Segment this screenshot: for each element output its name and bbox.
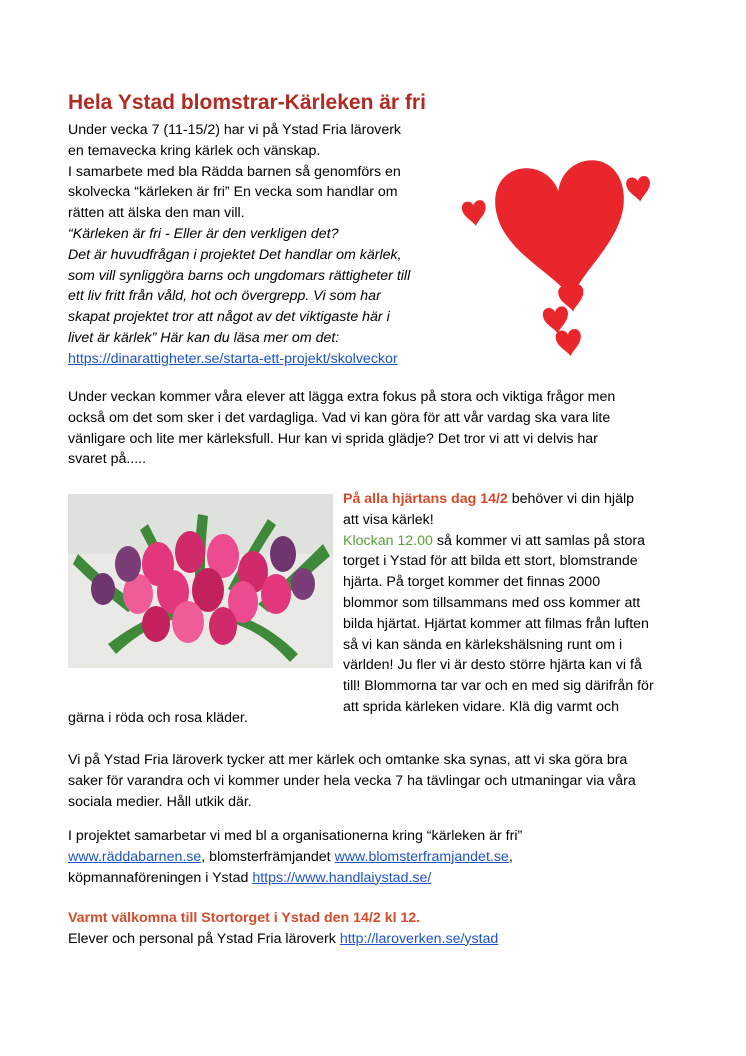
welcome-line: Varmt välkomna till Stortorget i Ystad den 14/2 kl 12. xyxy=(68,910,421,926)
text-line: att visa kärlek! xyxy=(343,511,434,528)
text-fragment: behöver vi din hjälp xyxy=(507,491,635,507)
text-line: bilda hjärtat. Hjärtat kommer att filmas från luften xyxy=(343,615,649,632)
hearts-icon xyxy=(436,134,696,371)
event-time: Klockan 12.00 xyxy=(343,532,433,549)
small-heart-icon xyxy=(625,175,652,203)
text-line: Under veckan kommer våra elever att lägga extra fokus på stora och viktiga frågor men xyxy=(68,389,616,405)
paragraph-partners xyxy=(68,826,688,888)
intro-line: skolvecka “kärleken är fri” En vecka som handlar om xyxy=(68,184,398,201)
intro-line: rätten att älska den man vill. xyxy=(68,205,245,222)
small-heart-icon xyxy=(555,328,583,358)
paragraph-social xyxy=(68,750,688,812)
blomsterframjandet-link[interactable]: www.blomsterframjandet.se xyxy=(334,848,509,865)
intro-line: I samarbete med bla Rädda barnen så genomförs en xyxy=(68,163,401,180)
quote-line: skapat projektet tror att något av det viktigaste här i xyxy=(68,309,390,326)
paragraph-focus xyxy=(68,387,688,470)
tulips-photo xyxy=(68,494,333,668)
text-line: hjärta. På torget kommer det finnas 2000 xyxy=(343,574,601,591)
small-heart-icon xyxy=(461,199,488,227)
text-line: sociala medier. Håll utkik där. xyxy=(68,793,252,810)
text-line: blommor som tillsammans med oss kommer att xyxy=(343,594,641,611)
small-heart-icon xyxy=(542,306,570,336)
quote-line: som vill synliggöra barns och ungdomars rättigheter till xyxy=(68,267,411,284)
big-heart-icon xyxy=(491,157,636,309)
text-fragment: Elever och personal på Ystad Fria läroverk xyxy=(68,930,340,947)
intro-section xyxy=(68,120,448,370)
tulip-bouquet-icon xyxy=(68,494,333,668)
quote-line: ett liv fritt från våld, hot och övergrepp. Vi som har xyxy=(68,288,381,305)
text-fragment: , xyxy=(508,848,513,865)
hearts-image xyxy=(436,134,696,371)
valentines-heading: På alla hjärtans dag 14/2 xyxy=(343,491,508,507)
page-title: Hela Ystad blomstrar-Kärleken är fri xyxy=(68,91,426,114)
quote-line: livet är kärlek” Här kan du läsa mer om det: xyxy=(68,329,340,346)
text-fragment: köpmannaföreningen i Ystad xyxy=(68,869,253,886)
text-line: gärna i röda och rosa kläder. xyxy=(68,710,248,726)
text-line: I projektet samarbetar vi med bl a organisationerna kring “kärleken är fri” xyxy=(68,828,523,844)
project-link[interactable]: https://dinarattigheter.se/starta-ett-projekt/skolveckor xyxy=(68,350,398,367)
text-fragment: , blomsterfrämjandet xyxy=(201,848,335,865)
school-link[interactable]: http://laroverken.se/ystad xyxy=(339,930,499,947)
text-fragment: så kommer vi att samlas på stora xyxy=(432,532,646,549)
quote-line: “Kärleken är fri - Eller är den verkligen det? xyxy=(68,225,339,242)
text-line: världen! Ju fler vi är desto större hjärta kan vi få xyxy=(343,657,642,674)
intro-line: en temavecka kring kärlek och vänskap. xyxy=(68,142,321,159)
raddabarnen-link[interactable]: www.räddabarnen.se xyxy=(68,848,202,865)
text-line: svaret på..... xyxy=(68,451,147,468)
text-line: vänligare och lite mer kärleksfull. Hur kan vi sprida glädje? Det tror vi att vi delvis har xyxy=(68,430,598,447)
valentines-section xyxy=(343,489,683,718)
intro-line: Under vecka 7 (11-15/2) har vi på Ystad Fria läroverk xyxy=(68,122,402,138)
text-line: också om det som sker i det vardagliga. Vad vi kan göra för att vår vardag ska vara lite xyxy=(68,409,611,426)
text-line: Vi på Ystad Fria läroverk tycker att mer kärlek och omtanke ska synas, att vi ska göra bra xyxy=(68,752,628,768)
closing-section xyxy=(68,908,688,950)
text-line: så vi kan sända en kärlekshälsning runt om i xyxy=(343,636,623,653)
quote-line: Det är huvudfrågan i projektet Det handlar om kärlek, xyxy=(68,246,402,263)
handlaiystad-link[interactable]: https://www.handlaiystad.se/ xyxy=(252,869,432,886)
text-line: att sprida kärleken vidare. Klä dig varmt och xyxy=(343,698,619,715)
text-line: torget i Ystad för att bilda ett stort, blomstrande xyxy=(343,553,638,570)
text-line: till! Blommorna tar var och en med sig därifrån för xyxy=(343,678,654,695)
text-line: saker för varandra och vi kommer under hela vecka 7 ha tävlingar och utmaningar via våra xyxy=(68,772,636,789)
